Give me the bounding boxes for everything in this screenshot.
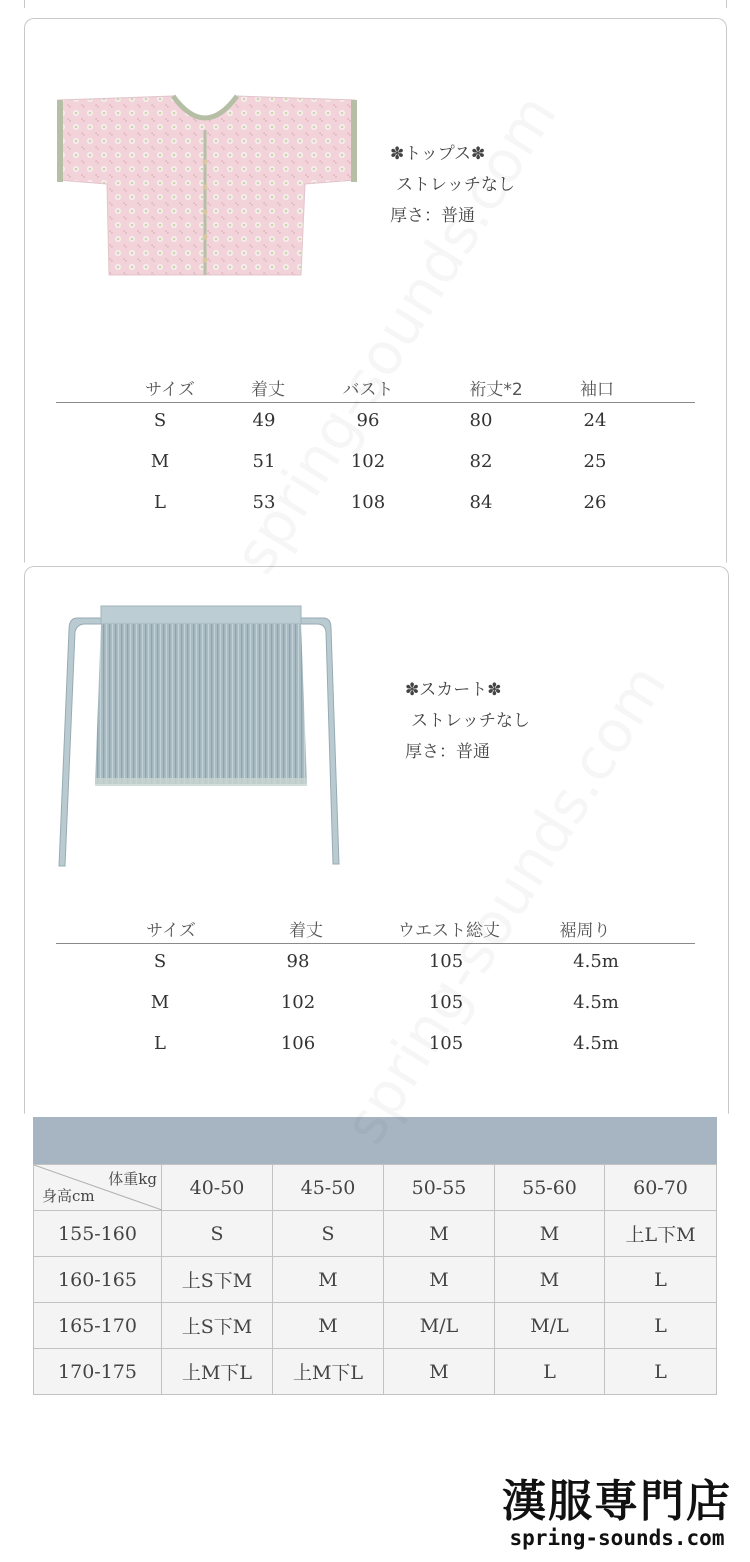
height-header: 170-175 [34,1349,162,1395]
table-cell: M [384,1257,495,1303]
table-cell: S [153,951,167,972]
skirt-col-length: 着丈 [289,921,323,941]
table-cell: 24 [583,410,607,431]
table-cell: M [384,1211,495,1257]
skirt-thickness: 厚さ：普通 [405,742,490,762]
table-cell: L [605,1349,717,1395]
table-row [0,492,750,516]
table-row [34,1257,717,1303]
skirt-col-waist: ウエスト総丈 [398,921,500,941]
table-cell: 96 [356,410,380,431]
table-cell: S [162,1211,273,1257]
table-cell: M [495,1211,605,1257]
table-cell: L [154,1033,166,1054]
table-cell: L [495,1349,605,1395]
tops-col-size: サイズ [145,380,195,400]
tops-col-bust: バスト [342,380,394,400]
table-cell: 53 [252,492,276,513]
tops-col-length: 着丈 [251,380,285,400]
table-cell: 84 [469,492,493,513]
skirt-description [405,675,530,768]
table-row [0,410,750,434]
brand-name: 漢服専門店 [502,1476,732,1527]
tops-image [55,92,360,277]
height-header: 155-160 [34,1211,162,1257]
tops-heading: ✽トップス✽ [390,144,486,164]
table-cell: 106 [280,1033,316,1054]
table-cell: M/L [495,1303,605,1349]
skirt-image [55,604,350,869]
skirt-col-hem: 裾周り [559,921,611,941]
table-cell: L [154,492,166,513]
table-cell: 26 [583,492,607,513]
table-cell: M [495,1257,605,1303]
height-header: 160-165 [34,1257,162,1303]
weight-header: 60-70 [605,1165,717,1211]
table-row [34,1165,717,1211]
tops-header-rule [56,402,695,403]
table-cell: M [273,1303,384,1349]
table-cell: 82 [469,451,493,472]
height-axis-label: 身高cm [42,1187,95,1205]
table-cell: S [153,410,167,431]
table-row [0,451,750,475]
table-cell: 51 [252,451,276,472]
table-cell: M [384,1349,495,1395]
tops-description [390,139,515,232]
brand-url: spring-sounds.com [509,1526,725,1550]
table-cell: M [150,992,170,1013]
table-cell: 108 [350,492,386,513]
table-row [34,1211,717,1257]
table-row [0,951,750,975]
table-cell: 25 [583,451,607,472]
table-cell: 105 [428,1033,464,1054]
corner-cell [34,1165,162,1211]
weight-axis-label: 体重kg [108,1170,157,1188]
table-cell: M [273,1257,384,1303]
table-cell: L [605,1257,717,1303]
table-cell: 上S下M [162,1257,273,1303]
table-row [34,1303,717,1349]
table-cell: 102 [280,992,316,1013]
size-chart-banner [33,1117,717,1164]
table-cell: M [150,451,170,472]
table-cell: L [605,1303,717,1349]
weight-header: 40-50 [162,1165,273,1211]
skirt-table-header [0,916,750,940]
size-chart-table [33,1164,717,1395]
skirt-heading: ✽スカート✽ [405,680,502,700]
table-cell: 102 [350,451,386,472]
table-cell: 49 [252,410,276,431]
table-cell: 上S下M [162,1303,273,1349]
table-cell: 上M下L [273,1349,384,1395]
brand-logo [502,1478,732,1550]
skirt-stretch: ストレッチなし [411,711,530,731]
weight-header: 55-60 [495,1165,605,1211]
table-row [34,1349,717,1395]
skirt-col-size: サイズ [146,921,196,941]
table-cell: 4.5m [573,1033,619,1054]
table-cell: 上M下L [162,1349,273,1395]
table-cell: 4.5m [573,951,619,972]
weight-header: 45-50 [273,1165,384,1211]
table-cell: 105 [428,992,464,1013]
top-frame-edge [24,0,727,8]
table-cell: M/L [384,1303,495,1349]
height-header: 165-170 [34,1303,162,1349]
tops-table-header [0,375,750,399]
tops-col-yuki: 裄丈*2 [469,380,523,400]
skirt-header-rule [56,943,695,944]
table-cell: 4.5m [573,992,619,1013]
size-chart [33,1117,717,1395]
table-row [0,1033,750,1057]
table-cell: 80 [469,410,493,431]
weight-header: 50-55 [384,1165,495,1211]
table-cell: 98 [286,951,310,972]
table-cell: 105 [428,951,464,972]
table-cell: S [273,1211,384,1257]
tops-thickness: 厚さ：普通 [390,206,475,226]
table-cell: 上L下M [605,1211,717,1257]
tops-col-cuff: 袖口 [580,380,614,400]
tops-stretch: ストレッチなし [396,175,515,195]
table-row [0,992,750,1016]
